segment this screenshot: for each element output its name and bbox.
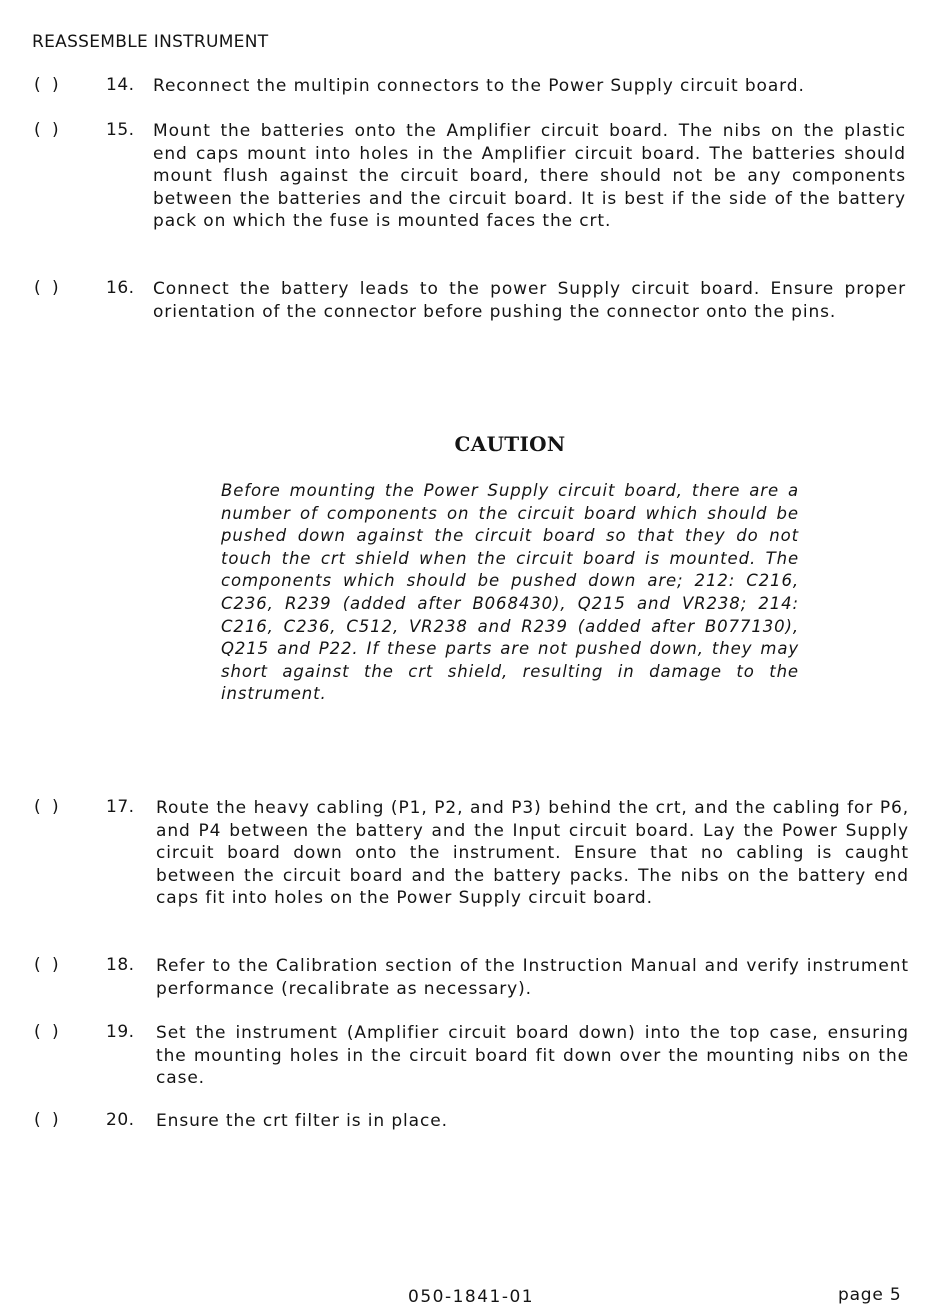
step-checkbox[interactable]: ( )	[34, 1110, 62, 1130]
document-number: 050-1841-01	[408, 1287, 535, 1307]
step-text: Ensure the crt filter is in place.	[156, 1111, 448, 1131]
caution-title: CAUTION	[454, 432, 566, 456]
step-checkbox[interactable]: ( )	[34, 120, 62, 140]
page-number: page 5	[838, 1285, 902, 1305]
step-number: 15.	[106, 120, 135, 140]
step-checkbox[interactable]: ( )	[34, 1022, 62, 1042]
step-number: 20.	[106, 1110, 135, 1130]
step-checkbox[interactable]: ( )	[34, 75, 62, 95]
section-heading: REASSEMBLE INSTRUMENT	[32, 32, 269, 52]
step-number: 18.	[106, 955, 135, 975]
step-number: 17.	[106, 797, 135, 817]
step-number: 19.	[106, 1022, 135, 1042]
step-checkbox[interactable]: ( )	[34, 955, 62, 975]
step-text: Set the instrument (Amplifier circuit board down) into the top case, ensuring the mounting holes in the circuit board fit down over the mounting nibs on the case.	[156, 1023, 909, 1089]
step-text: Route the heavy cabling (P1, P2, and P3) behind the crt, and the cabling for P6, and P4 between the battery and the Input circuit board. Lay the Power Supply circuit board down onto the instrument. Ensure that no cabling is caught between the circuit board and the battery packs. The nibs on the battery end caps fit into holes on the Power Supply circuit board.	[156, 798, 909, 909]
step-text: Reconnect the multipin connectors to the Power Supply circuit board.	[153, 76, 805, 96]
step-number: 14.	[106, 75, 135, 95]
caution-text: Before mounting the Power Supply circuit board, there are a number of components on the circuit board which should be pushed down against the circuit board so that they do not touch the crt shield when the circuit board is mounted. The components which should be pushed down are; 212: C216, C236, R239 (added after B068430), Q215 and VR238; 214: C216, C236, C512, VR238 and R239 (added after B077130), Q215 and P22. If these parts are not pushed down, they may short against the crt shield, resulting in damage to the instrument.	[221, 481, 799, 704]
step-text: Refer to the Calibration section of the Instruction Manual and verify instrument performance (recalibrate as necessary).	[156, 956, 909, 999]
step-number: 16.	[106, 278, 135, 298]
step-text: Mount the batteries onto the Amplifier circuit board. The nibs on the plastic end caps mount into holes in the Amplifier circuit board. The batteries should mount flush against the circuit board, there should not be any components between the batteries and the circuit board. It is best if the side of the battery pack on which the fuse is mounted faces the crt.	[153, 121, 906, 232]
step-checkbox[interactable]: ( )	[34, 797, 62, 817]
step-text: Connect the battery leads to the power Supply circuit board. Ensure proper orientation of the connector before pushing the connector onto the pins.	[153, 279, 906, 322]
step-checkbox[interactable]: ( )	[34, 278, 62, 298]
